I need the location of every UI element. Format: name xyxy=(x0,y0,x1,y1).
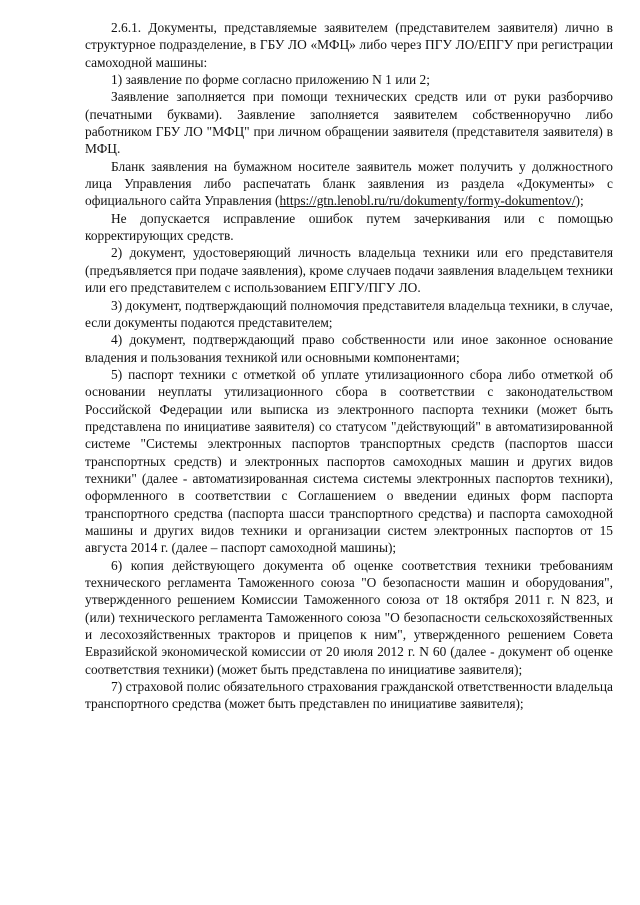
blank-form-text: Бланк заявления на бумажном носителе заявитель может получить у должностного лица Управления либо распечатать бланк заявления из раздела «Документы» с официального сайта Управления ( xyxy=(85,158,613,209)
paragraph-item-7: 7) страховой полис обязательного страхования гражданской ответственности владельца транспортного средства (может быть представлен по инициативе заявителя); xyxy=(85,679,613,712)
paragraph-item-3: 3) документ, подтверждающий полномочия представителя владельца техники, в случае, если документы подаются представителем; xyxy=(85,297,613,330)
paragraph-blank-form xyxy=(85,158,613,210)
paragraph-no-corrections: Не допускается исправление ошибок путем зачеркивания или с помощью корректирующих средств. xyxy=(85,210,613,244)
paragraph-application-filling: Заявление заполняется при помощи технических средств или от руки разборчиво (печатными буквами). Заявление заполняется заявителем собственноручно либо работником ГБУ ЛО "МФЦ" при личном обращении заявителя (представителя заявителя) в МФЦ. xyxy=(85,89,613,157)
paragraph-item-2: 2) документ, удостоверяющий личность владельца техники или его представителя (предъявляется при подаче заявления), кроме случаев подачи заявления владельцем техники или его представителем с использованием ЕПГУ/ПГУ ЛО. xyxy=(85,245,613,296)
paragraph-item-4: 4) документ, подтверждающий право собственности или иное законное основание владения и пользования техникой или основными компонентами; xyxy=(85,332,613,365)
paragraph-item-6: 6) копия действующего документа об оценке соответствия техники требованиям технического регламента Таможенного союза "О безопасности машин и оборудования", утвержденного решением Комиссии Таможенного союза от 18 октября 2011 г. N 823, и (или) технического регламента Таможенного союза "О безопасности сельскохозяйственных и лесохозяйственных тракторов и прицепов к ним", утвержденного решением Совета Евразийской экономической комиссии от 20 июля 2012 г. N 60 (далее - документ об оценке соответствия техники) (может быть представлена по инициативе заявителя); xyxy=(85,557,613,677)
document-page xyxy=(85,19,613,713)
paragraph-item-1: 1) заявление по форме согласно приложению N 1 или 2; xyxy=(111,72,430,88)
forms-link[interactable]: https://gtn.lenobl.ru/ru/dokumenty/formy-dokumentov/ xyxy=(279,193,576,209)
blank-form-end: ); xyxy=(575,193,584,209)
paragraph-item-5: 5) паспорт техники с отметкой об уплате утилизационного сбора либо отметкой об основании неуплаты утилизационного сбора в соответствии с законодательством Российской Федерации или выписка из электронного паспорта техники (может быть представлена по инициативе заявителя) со статусом "действующий" в автоматизированной системе "Системы электронных паспортов транспортных средств (паспортов шасси транспортных средств) и электронных паспортов самоходных машин и других видов техники" (далее - автоматизированная система системы электронных паспортов техники), оформленного в соответствии с Соглашением о введении единых форм паспорта транспортного средства (паспорта шасси транспортного средства) и паспорта самоходной машины и других видов техники и организации систем электронных паспортов от 15 августа 2014 г. (далее – паспорт самоходной машины); xyxy=(85,366,613,556)
paragraph-2-6-1: 2.6.1. Документы, представляемые заявителем (представителем заявителя) лично в структурное подразделение, в ГБУ ЛО «МФЦ» либо через ПГУ ЛО/ЕПГУ при регистрации самоходной машины: xyxy=(85,20,613,70)
